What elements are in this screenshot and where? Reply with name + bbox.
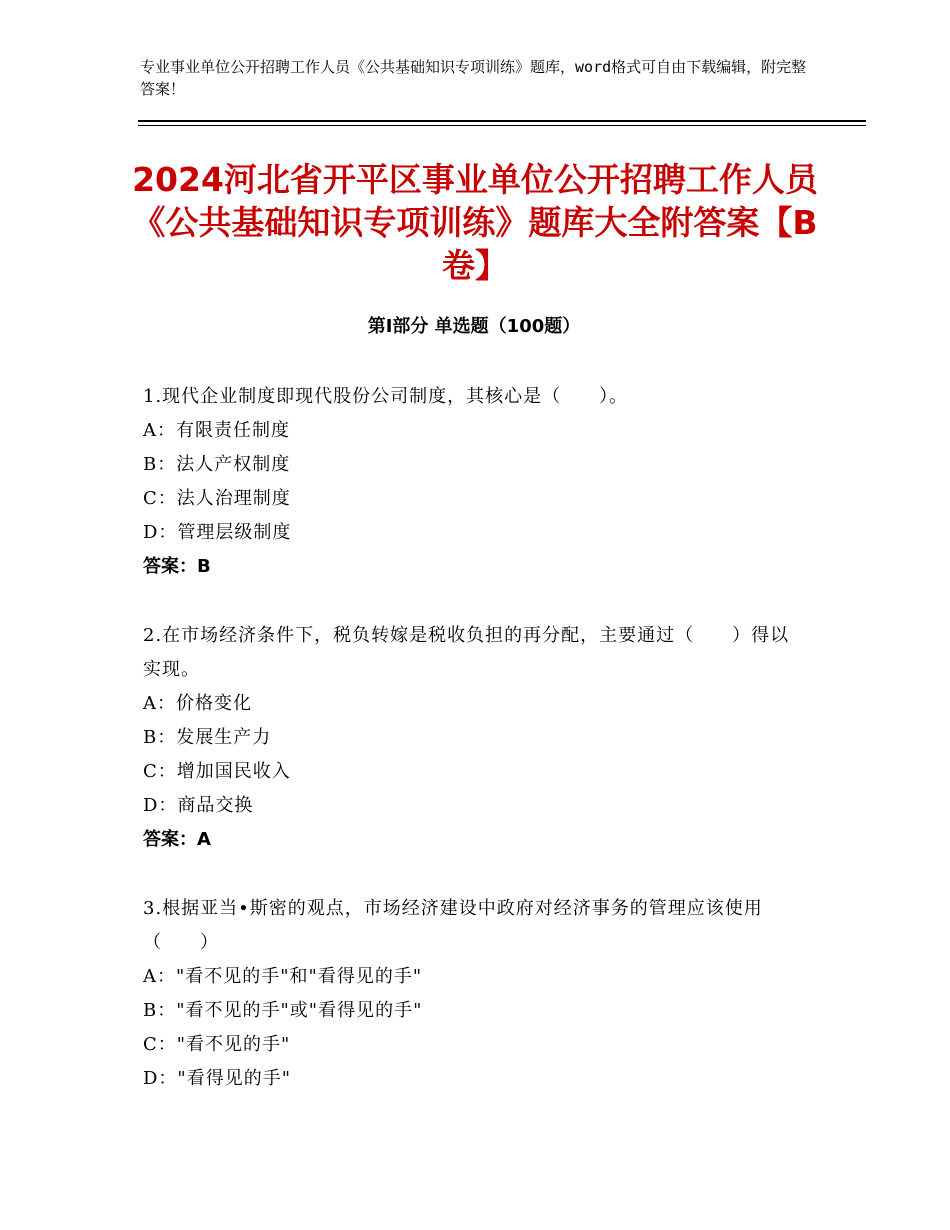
answer: 答案：A (143, 829, 211, 850)
option-a: A：有限责任制度 (143, 420, 290, 441)
option-d: D：管理层级制度 (143, 522, 292, 543)
option-b: B：发展生产力 (143, 727, 272, 748)
document-title: 2024河北省开平区事业单位公开招聘工作人员《公共基础知识专项训练》题库大全附答案【B卷】 (132, 160, 818, 285)
question-3 (143, 892, 805, 1096)
header-note: 专业事业单位公开招聘工作人员《公共基础知识专项训练》题库，word格式可自由下载编辑，附完整答案！ (140, 58, 807, 98)
question-stem: 1.现代企业制度即现代股份公司制度，其核心是（ ）。 (143, 386, 629, 407)
question-stem: 3.根据亚当•斯密的观点，市场经济建设中政府对经济事务的管理应该使用（ ） (143, 898, 763, 953)
option-b: B："看不见的手"或"看得见的手" (143, 1000, 423, 1021)
option-d: D："看得见的手" (143, 1068, 291, 1089)
question-1 (143, 380, 805, 584)
question-2 (143, 619, 805, 857)
option-d: D：商品交换 (143, 795, 254, 816)
option-c: C：增加国民收入 (143, 761, 291, 782)
option-a: A："看不见的手"和"看得见的手" (143, 966, 423, 987)
header-rule-thin (138, 125, 866, 126)
question-stem: 2.在市场经济条件下，税负转嫁是税收负担的再分配，主要通过（ ）得以实现。 (143, 625, 790, 680)
option-a: A：价格变化 (143, 693, 252, 714)
section-heading: 第Ⅰ部分 单选题（100题） (367, 316, 581, 337)
answer: 答案：B (143, 556, 211, 577)
option-c: C："看不见的手" (143, 1034, 291, 1055)
header-rule-thick (138, 120, 866, 122)
option-b: B：法人产权制度 (143, 454, 291, 475)
option-c: C：法人治理制度 (143, 488, 291, 509)
